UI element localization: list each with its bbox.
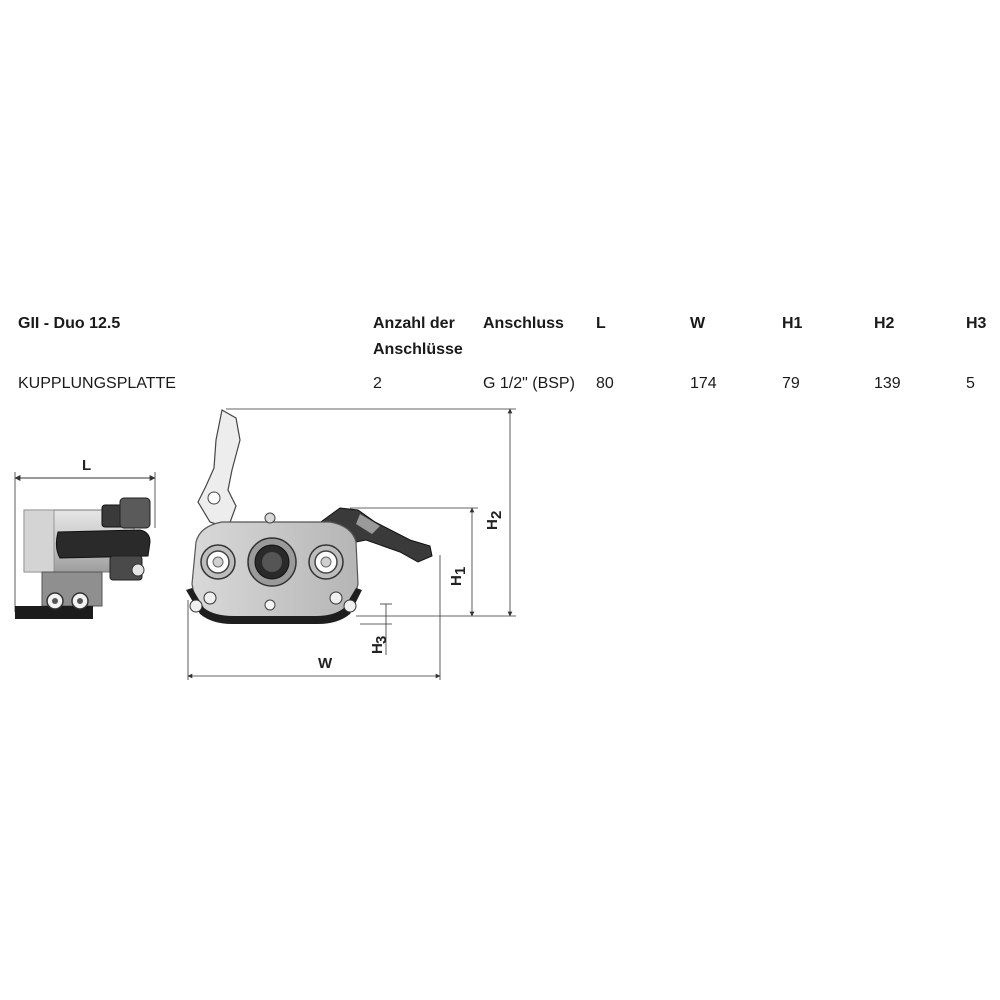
dimension-label-h3 — [369, 636, 390, 654]
row-product: KUPPLUNGSPLATTE — [18, 375, 176, 392]
header-connection: Anschluss — [483, 315, 564, 332]
row-h1: 79 — [782, 375, 800, 392]
row-ports: 2 — [373, 375, 382, 392]
svg-text:2: 2 — [488, 510, 505, 519]
coupling-port-right — [309, 545, 343, 579]
header-ports-line2: Anschlüsse — [373, 341, 463, 358]
header-product: GII - Duo 12.5 — [18, 315, 121, 332]
svg-text:H: H — [369, 643, 386, 654]
header-l: L — [596, 315, 606, 332]
svg-text:H: H — [448, 575, 465, 586]
side-view — [15, 457, 155, 619]
coupling-plate-drawing — [0, 395, 560, 695]
row-connection: G 1/2" (BSP) — [483, 375, 575, 392]
header-h2: H2 — [874, 315, 895, 332]
dimension-label-h2 — [484, 511, 505, 530]
header-w: W — [690, 315, 706, 332]
row-w: 174 — [690, 375, 717, 392]
svg-text:3: 3 — [373, 635, 390, 644]
svg-text:H: H — [484, 519, 501, 530]
coupling-port-left — [201, 545, 235, 579]
front-view — [186, 410, 432, 624]
svg-text:1: 1 — [452, 566, 469, 575]
row-h3: 5 — [966, 375, 975, 392]
row-h2: 139 — [874, 375, 901, 392]
header-ports-line1: Anzahl der — [373, 315, 455, 332]
coupling-port-center — [248, 538, 296, 586]
dimension-label-w: W — [318, 655, 333, 672]
dimension-label-h1 — [448, 567, 469, 586]
row-l: 80 — [596, 375, 614, 392]
dimension-label-l: L — [82, 457, 92, 474]
header-h3: H3 — [966, 315, 987, 332]
header-h1: H1 — [782, 315, 803, 332]
